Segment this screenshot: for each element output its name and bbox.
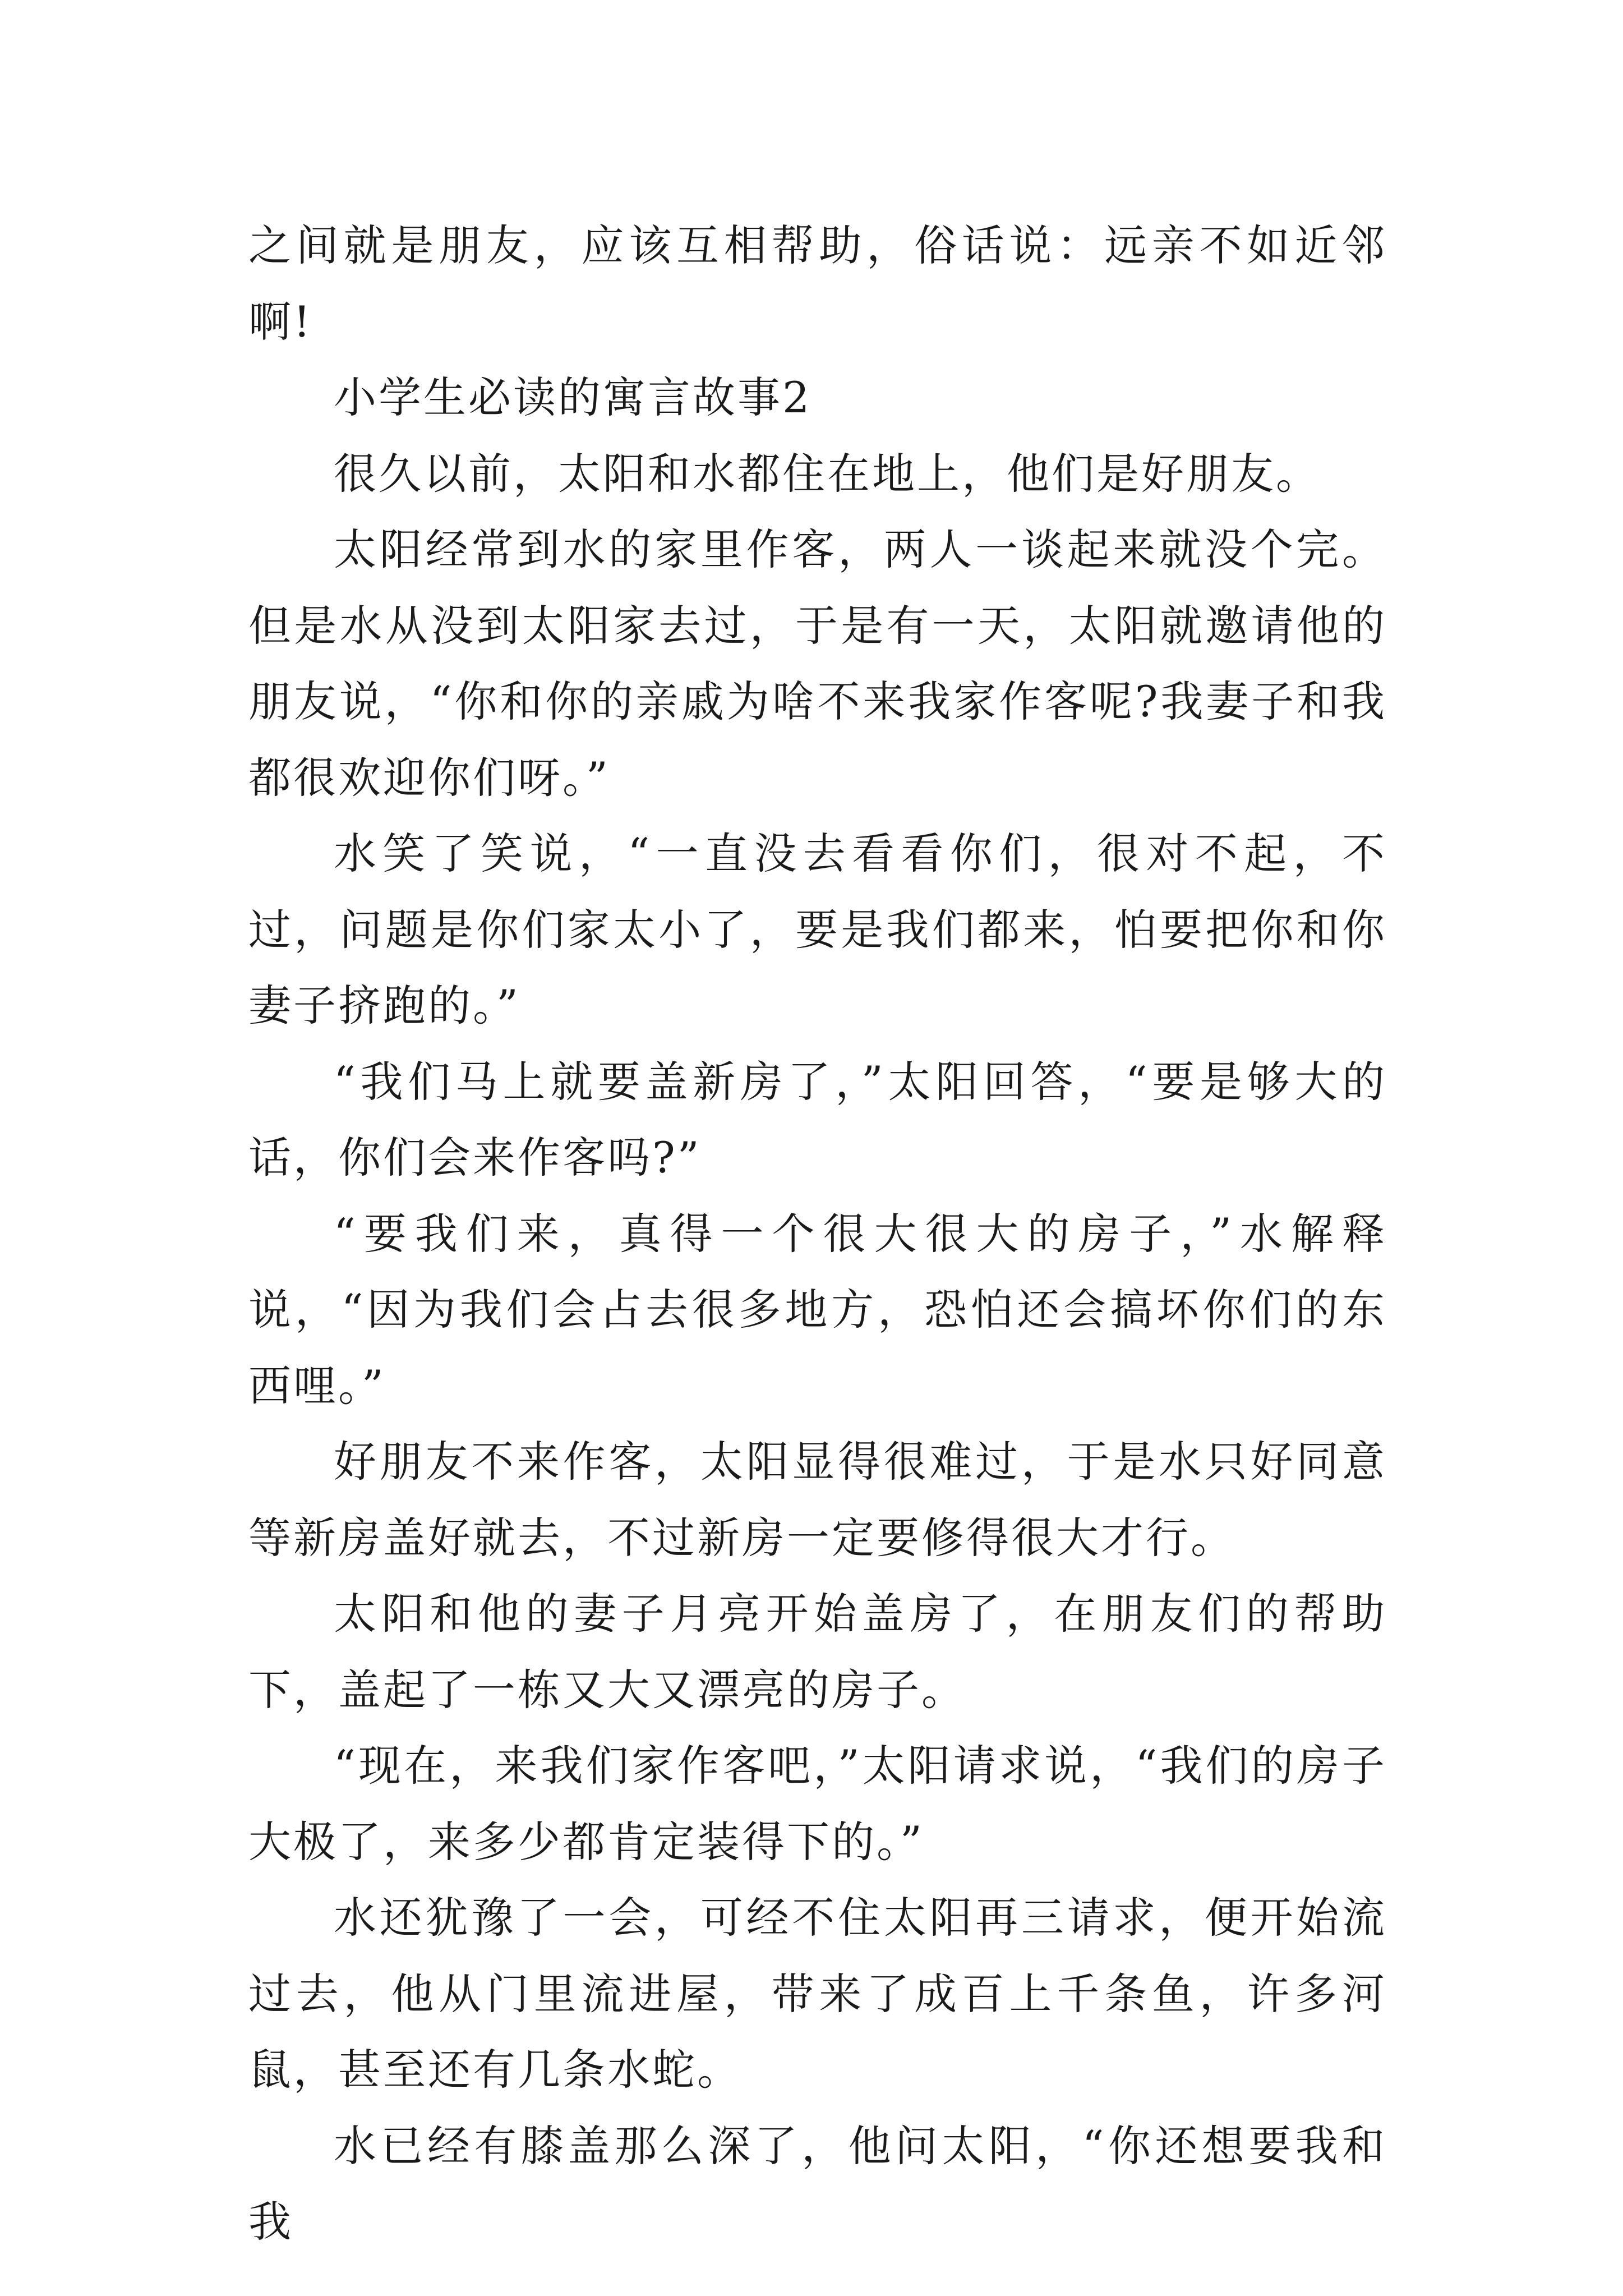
document-body bbox=[248, 208, 1387, 2260]
paragraph: 太阳经常到水的家里作客，两人一谈起来就没个完。但是水从没到太阳家去过，于是有一天，太阳就邀请他的朋友说，“你和你的亲戚为啥不来我家作客呢?我妻子和我都很欢迎你们呀。” bbox=[248, 524, 1387, 803]
paragraph: 太阳和他的妻子月亮开始盖房了，在朋友们的帮助下，盖起了一栋又大又漂亮的房子。 bbox=[248, 1589, 1387, 1715]
paragraph: 好朋友不来作客，太阳显得很难过，于是水只好同意等新房盖好就去，不过新房一定要修得很大才行。 bbox=[248, 1437, 1387, 1563]
paragraph: 水笑了笑说，“一直没去看看你们，很对不起，不过，问题是你们家太小了，要是我们都来，怕要把你和你妻子挤跑的。” bbox=[248, 829, 1387, 1030]
paragraph: “要我们来，真得一个很大很大的房子，”水解释说，“因为我们会占去很多地方，恐怕还会搞坏你们的东西哩。” bbox=[248, 1208, 1387, 1411]
paragraph-continued: 之间就是朋友，应该互相帮助，俗话说：远亲不如近邻啊! bbox=[248, 220, 1387, 347]
story-heading: 小学生必读的寓言故事2 bbox=[334, 372, 812, 422]
paragraph: “我们马上就要盖新房了，”太阳回答，“要是够大的话，你们会来作客吗?” bbox=[248, 1056, 1387, 1182]
paragraph: 很久以前，太阳和水都住在地上，他们是好朋友。 bbox=[334, 448, 1321, 499]
paragraph: 水已经有膝盖那么深了，他问太阳，“你还想要我和我 bbox=[248, 2120, 1387, 2247]
paragraph: 水还犹豫了一会，可经不住太阳再三请求，便开始流过去，他从门里流进屋，带来了成百上千条鱼，许多河鼠，甚至还有几条水蛇。 bbox=[248, 1893, 1387, 2095]
paragraph: “现在，来我们家作客吧，”太阳请求说，“我们的房子大极了，来多少都肯定装得下的。” bbox=[248, 1741, 1387, 1867]
